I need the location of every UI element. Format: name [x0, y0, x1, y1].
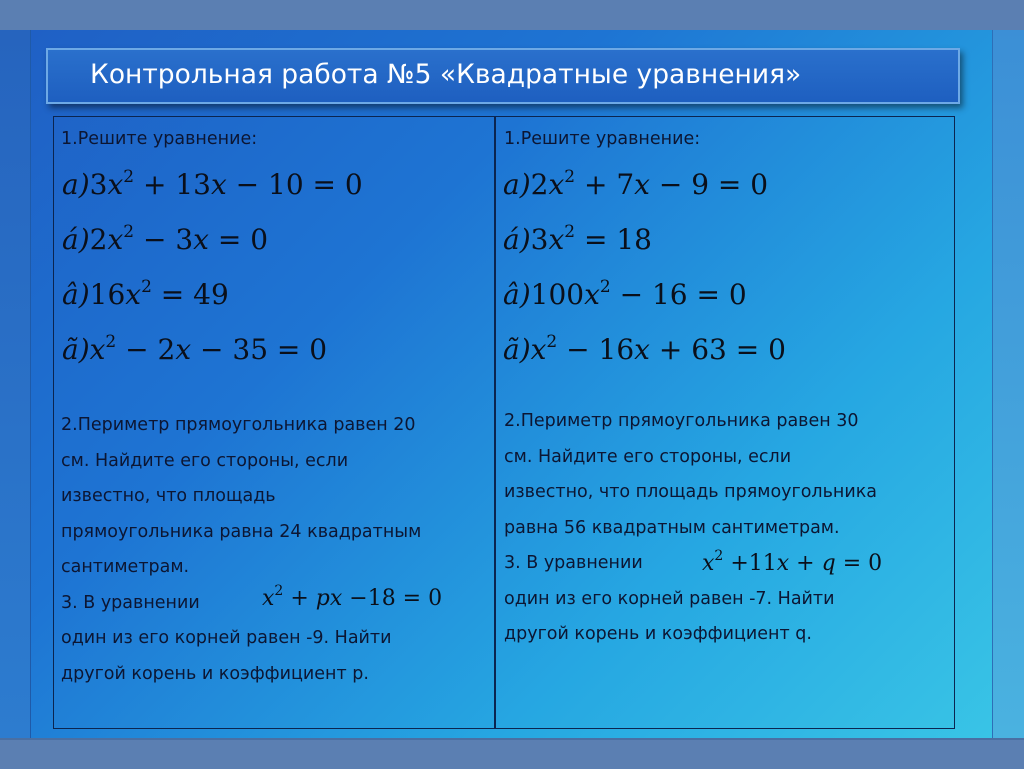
variable: x [776, 551, 790, 576]
variable: x [634, 333, 650, 366]
equation [503, 332, 786, 366]
equation [503, 277, 747, 311]
task3-equation [262, 583, 443, 611]
text-line: прямоугольника равна 24 квадратным [61, 521, 422, 542]
term: + [283, 586, 316, 611]
variable: x [530, 333, 547, 366]
term: − 9 = 0 [649, 168, 769, 201]
text-line: известно, что площадь [61, 486, 276, 506]
variable: x [634, 168, 650, 201]
variable: px [315, 586, 343, 611]
left-edge-panel [0, 30, 31, 738]
text-line: см. Найдите его стороны, если [61, 450, 349, 471]
text-line: равна 56 квадратным сантиметрам. [504, 517, 840, 538]
exponent: 2 [546, 332, 558, 352]
equation-label: á) [503, 223, 531, 256]
equation-label: ã) [503, 333, 531, 366]
equation [503, 222, 652, 256]
variable: x [262, 586, 275, 611]
term: +11 [723, 551, 777, 576]
exponent: 2 [599, 277, 611, 297]
exponent: 2 [714, 548, 724, 564]
term: − 10 = 0 [226, 168, 363, 201]
equation [62, 332, 328, 366]
equation-label: а) [62, 168, 90, 201]
variable: x [210, 168, 227, 201]
exponent: 2 [123, 222, 135, 242]
text-line: 2.Периметр прямоугольника равен 30 [504, 411, 859, 431]
term: 3 [89, 168, 108, 201]
term: − 3 [134, 223, 194, 256]
page-title: Контрольная работа №5 «Квадратные уравнения» [90, 59, 802, 90]
variable: x [584, 278, 600, 311]
variable: x [175, 333, 192, 366]
title-box [46, 48, 960, 104]
bottom-border-band [0, 738, 1024, 769]
variable: x [193, 223, 209, 256]
top-border-band [0, 0, 1024, 32]
term: = 0 [208, 223, 269, 256]
term: − 16 = 0 [610, 278, 747, 311]
task3-equation [702, 548, 883, 576]
term: + 63 = 0 [649, 333, 786, 366]
task2-text [504, 404, 877, 653]
term: + 13 [134, 168, 211, 201]
variable: x [107, 168, 124, 201]
text-line: другой корень и коэффициент q. [504, 624, 812, 644]
task3-intro: 3. В уравнении [61, 592, 200, 613]
exponent: 2 [123, 167, 135, 187]
task3-intro: 3. В уравнении [504, 553, 643, 573]
text-line: см. Найдите его стороны, если [504, 446, 792, 467]
term: + [789, 551, 822, 576]
text-line: один из его корней равен -9. Найти [61, 628, 392, 648]
term: −18 = 0 [342, 586, 443, 611]
text-line: один из его корней равен -7. Найти [504, 588, 835, 609]
variable: x [125, 278, 142, 311]
variable: x [548, 223, 565, 256]
variable: x [702, 551, 715, 576]
exponent: 2 [105, 332, 117, 352]
task2-text [61, 408, 421, 692]
exponent: 2 [274, 583, 284, 599]
equation-label: â) [503, 278, 531, 311]
equation [62, 277, 229, 311]
term: − 35 = 0 [191, 333, 328, 366]
term: − 2 [116, 333, 176, 366]
equation-label: á) [62, 223, 90, 256]
text-line: сантиметрам. [61, 557, 190, 577]
variable: q [821, 551, 836, 576]
text-line: известно, что площадь прямоугольника [504, 482, 878, 502]
equation-label: а) [503, 168, 531, 201]
term: 2 [530, 168, 549, 201]
equation [62, 222, 269, 256]
equation-label: ã) [62, 333, 90, 366]
task1-heading: 1.Решите уравнение: [61, 129, 258, 149]
task1-heading: 1.Решите уравнение: [504, 129, 701, 149]
equation-label: â) [62, 278, 90, 311]
term: = 49 [151, 278, 229, 311]
term: − 16 [557, 333, 635, 366]
column-divider [494, 116, 496, 729]
equation [503, 167, 769, 201]
exponent: 2 [564, 167, 576, 187]
variable: x [548, 168, 565, 201]
term: 16 [89, 278, 126, 311]
text-line: 2.Периметр прямоугольника равен 20 [61, 415, 416, 435]
exponent: 2 [141, 277, 152, 297]
text-line: другой корень и коэффициент р. [61, 663, 369, 684]
variable: x [107, 223, 124, 256]
right-edge-panel [992, 30, 1024, 738]
variable: x [89, 333, 106, 366]
term: 100 [530, 278, 585, 311]
term: 3 [530, 223, 549, 256]
equation [62, 167, 363, 201]
term: = 0 [835, 551, 883, 576]
exponent: 2 [564, 222, 576, 242]
term: = 18 [575, 223, 652, 256]
term: 2 [89, 223, 108, 256]
term: + 7 [575, 168, 635, 201]
